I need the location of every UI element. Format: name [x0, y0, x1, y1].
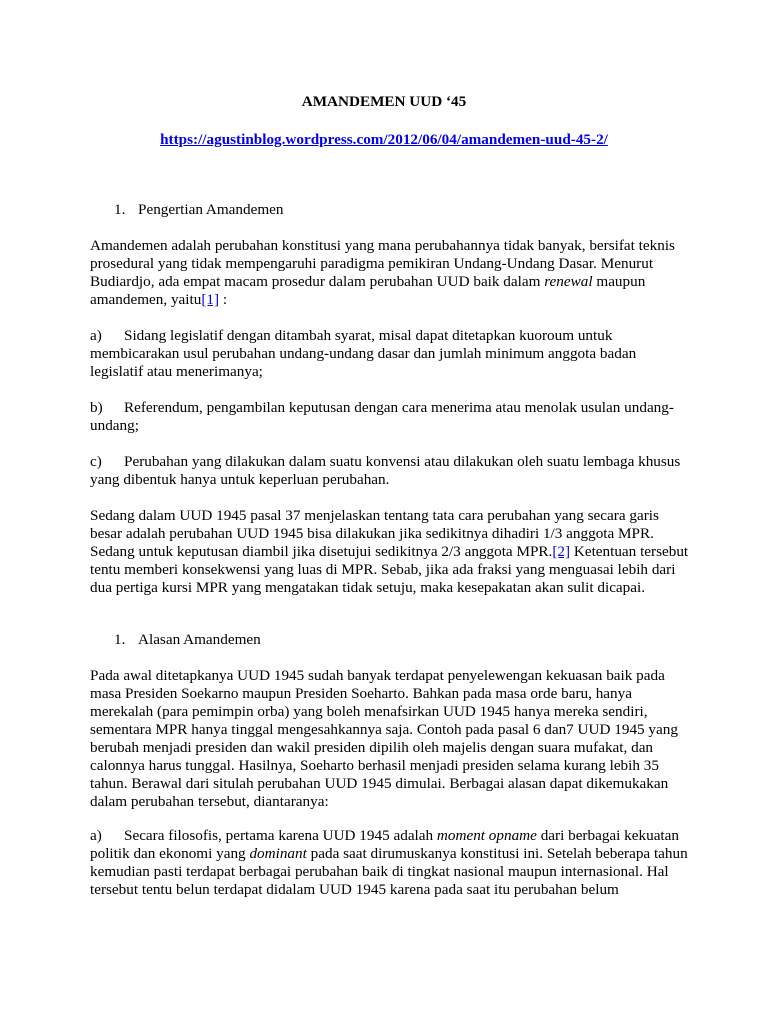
footnote-link-1[interactable]: [1] [201, 291, 220, 308]
footnote-link-2[interactable]: [2] [552, 543, 571, 560]
section-title: Pengertian Amandemen [138, 201, 284, 218]
list-item-c [90, 453, 690, 489]
section-heading-alasan [114, 631, 714, 649]
italic-term: renewal [544, 273, 593, 290]
section-number: 1. [114, 631, 126, 648]
list-item-a [90, 327, 690, 381]
italic-term: dominant [249, 845, 307, 862]
section-title: Alasan Amandemen [138, 631, 261, 648]
paragraph-text: Amandemen adalah perubahan konstitusi yang mana perubahannya tidak banyak, bersifat teknis prosedural yang tidak mempengaruhi paradigma pemikiran Undang-Undang Dasar. Menurut Budiardjo, ada empat macam prosedur dalam perubahan UUD baik dalam [90, 237, 675, 290]
list-text: Referendum, pengambilan keputusan dengan cara menerima atau menolak usulan undang-undang; [90, 399, 674, 434]
paragraph-text: Sedang dalam UUD 1945 pasal 37 menjelaskan tentang tata cara perubahan yang secara garis besar adalah perubahan UUD 1945 bisa dilakukan jika sedikitnya dihadiri 1/3 anggota MPR. Sedang untuk keputusan diambil jika disetujui sedikitnya 2/3 anggota MPR. [90, 507, 659, 560]
paragraph-pasal-37 [90, 507, 690, 597]
paragraph-alasan: Pada awal ditetapkanya UUD 1945 sudah banyak terdapat penyelewengan kekuasan baik pada masa Presiden Soekarno maupun Presiden Soeharto. Bahkan pada masa orde baru, hanya merekalah (para pemimpin orba) yang boleh menafsirkan UUD 1945 hanya mereka sendiri, sementara MPR hanya tinggal mengesahkannya saja. Contoh pada pasal 6 dan7 UUD 1945 yang berubah menjadi presiden dan wakil presiden dipilih oleh majelis dengan suara mufakat, dan calonnya harus tunggal. Hasilnya, Soeharto berhasil menjadi presiden selama kurang lebih 35 tahun. Berawal dari situlah perubahan UUD 1945 dimulai. Berbagai alasan dapat dikemukakan dalam perubahan tersebut, diantaranya: [90, 667, 678, 810]
list-item-b [90, 399, 690, 435]
italic-term: moment opname [436, 827, 537, 844]
paragraph-text: maupun amandemen, yaitu [90, 273, 646, 308]
source-link-line [0, 131, 768, 149]
document-title: AMANDEMEN UUD ‘45 [301, 93, 467, 110]
paragraph-definition [90, 237, 690, 309]
section-heading-pengertian [114, 201, 714, 219]
list-label: a) [90, 827, 102, 844]
paragraph-text: : [219, 291, 228, 308]
list-label: a) [90, 327, 102, 344]
paragraph-text: Secara filosofis, pertama karena UUD 1945 adalah [124, 827, 437, 844]
list-label: b) [90, 399, 103, 416]
paragraph-text: pada saat dirumuskanya konstitusi ini. Setelah beberapa tahun kemudian pasti terdapat berbagai perubahan baik di tingkat nasional maupun internasional. Hal tersebut tentu belun terdapat didalam UUD 1945 karena pada saat itu perubahan belum [90, 845, 688, 898]
list-item-filosofis [90, 827, 690, 899]
list-label: c) [90, 453, 102, 470]
list-text: Perubahan yang dilakukan dalam suatu konvensi atau dilakukan oleh suatu lembaga khusus yang dibentuk hanya untuk keperluan perubahan. [90, 453, 681, 488]
source-url-link[interactable]: https://agustinblog.wordpress.com/2012/06/04/amandemen-uud-45-2/ [160, 131, 608, 148]
list-text: Sidang legislatif dengan ditambah syarat, misal dapat ditetapkan kuoroum untuk membicarakan usul perubahan undang-undang dasar dan jumlah minimum anggota badan legislatif atau menerimanya; [90, 327, 637, 380]
paragraph-text: Ketentuan tersebut tentu memberi konsekwensi yang luas di MPR. Sebab, jika ada fraksi yang menguasai lebih dari dua pertiga kursi MPR yang mengatakan tidak setuju, maka kesepakatan akan sulit dicapai. [90, 543, 689, 596]
paragraph-text: dari berbagai kekuatan politik dan ekonomi yang [90, 827, 679, 862]
section-number: 1. [114, 201, 126, 218]
